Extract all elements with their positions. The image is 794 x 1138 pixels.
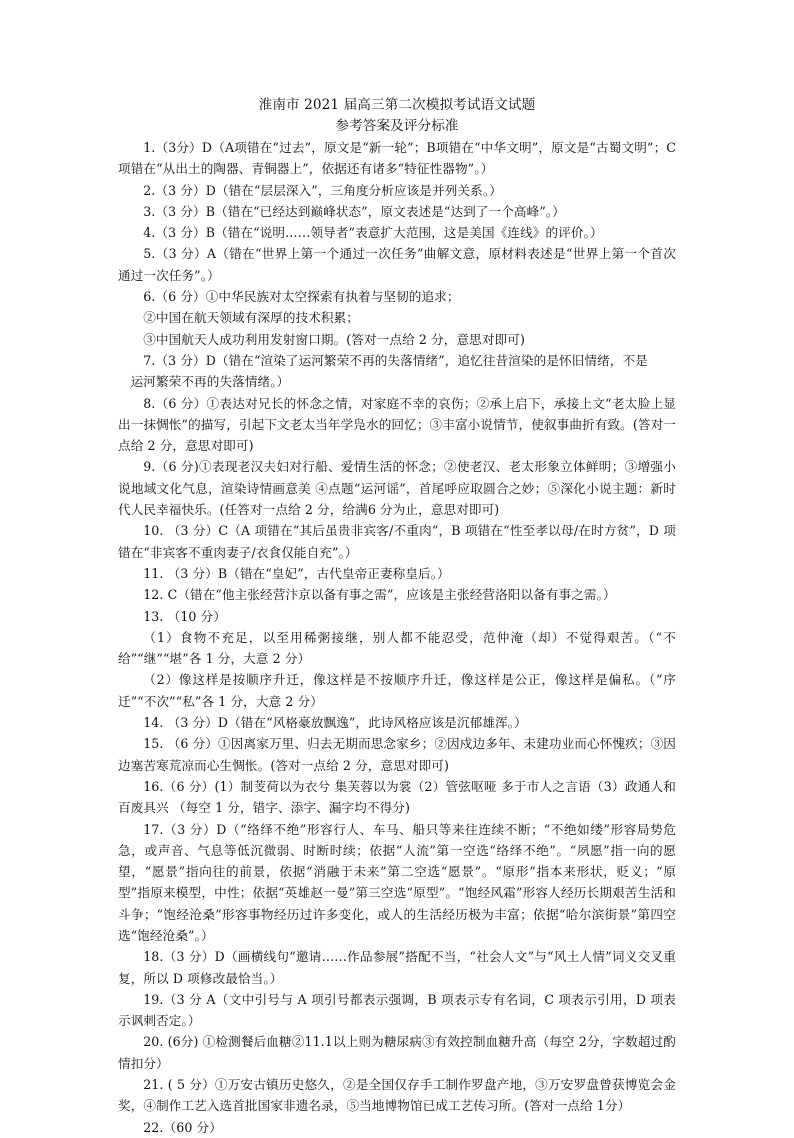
answer-q11: 11. （3 分）B（错在“皇妃”，古代皇帝正妻称皇后。） bbox=[143, 565, 450, 581]
answer-q5: 5.（3 分）A（错在“世界上第一个通过一次任务”曲解文意，原材料表述是“世界上第一个首次通过一次任务”。） bbox=[118, 246, 676, 283]
answer-q22: 22.（60 分） bbox=[143, 1119, 222, 1135]
answer-q17: 17.（3 分）D（“络绎不绝”形容行人、车马、船只等来往连续不断；“不绝如缕”形容局势危急，或声音、气息等低沉微弱、时断时续；依据“人流”第一空选“络绎不绝”。“夙愿”指一向的愿望，“愿景”指向往的前景，依据“消融于未来”第二空选“愿景”。“原形”指本来形状，贬义；“原型”指原来模型，中性；依据“英雄赵一曼”第三空选“原型”。“饱经风霜”形容人经历长期艰苦生活和斗争；“饱经沧桑”形容事物经历过许多变化，或人的生活经历极为丰富；依据“哈尔滨街景”第四空选“饱经沧桑”。） bbox=[118, 821, 676, 943]
answer-q4: 4.（3 分）B（错在“说明……领导者”表意扩大范围，这是美国《连线》的评价。） bbox=[143, 225, 603, 241]
answer-q10: 10. （3 分）C（A 项错在“其后虽贵非宾客/不重肉”，B 项错在“性至孝以母/在时方贫”，D 项错在“非宾客不重肉妻子/衣食仅能自充”。） bbox=[118, 523, 676, 560]
answer-q8: 8.（6 分）①表达对兄长的怀念之情，对家庭不幸的哀伤；②承上启下，承接上文“老太脸上显出一抹惆怅”的描写，引起下文老太当年学凫水的回忆；③丰富小说情节，使叙事曲折有致。(答对一点给 2 分，意思对即可) bbox=[118, 395, 676, 454]
answer-q6-point3: ③中国航天人成功利用发射窗口期。(答对一点给 2 分，意思对即可) bbox=[143, 331, 525, 347]
answer-q16: 16.（6 分）(1）制芰荷以为衣兮 集芙蓉以为裳（2）管弦呕哑 多于市人之言语（3）政通人和 百废具兴 （每空 1 分，错字、添字、漏字均不得分) bbox=[118, 778, 676, 816]
document-subtitle: 参考答案及评分标准 bbox=[335, 118, 459, 134]
answer-q7-continued: 运河繁荣不再的失落情绪。） bbox=[130, 374, 290, 390]
answer-q13-part1: （1）食物不充足，以至用稀粥接继，别人都不能忍受，范仲淹（却）不觉得艰苦。（“不给”“继”“堪”各 1 分，大意 2 分） bbox=[118, 629, 676, 667]
answer-q14: 14. （3 分）D（错在“风格豪放飘逸”，此诗风格应该是沉郁雄浑。） bbox=[143, 715, 527, 731]
answer-q12: 12. C（错在“他主张经营汴京以备有事之需”，应该是主张经营洛阳以备有事之需。） bbox=[143, 587, 616, 603]
answer-q13: 13. （10 分） bbox=[143, 608, 227, 624]
answer-q7: 7.（3 分）D（错在“渲染了运河繁荣不再的失落情绪”，追忆往昔渲染的是怀旧情绪，不是 bbox=[143, 352, 648, 368]
answer-q6-point1: 6.（6 分）①中华民族对太空探索有执着与坚韧的追求； bbox=[143, 289, 460, 305]
answer-key-page bbox=[118, 95, 676, 1138]
document-title: 淮南市 2021 届高三第二次模拟考试语文试题 bbox=[258, 97, 536, 113]
answer-q19: 19.（3 分 A（文中引号与 A 项引号都表示强调，B 项表示专有名词，C 项表示引用，D 项表示讽刺否定。） bbox=[118, 991, 676, 1029]
answer-q21: 21. ( 5 分）①万安古镇历史悠久，②是全国仅存手工制作罗盘产地，③万安罗盘曾获博览会金奖，④制作工艺入选首批国家非遗名录，⑤当地博物馆已成工艺传习所。(答对一点给 1分） bbox=[118, 1077, 676, 1114]
answer-q2: 2.（3 分）D（错在“层层深入”，三角度分析应该是并列关系。） bbox=[143, 182, 502, 198]
answer-q13-part2: （2）像这样是按顺序升迁，像这样是不按顺序升迁，像这样是公正，像这样是偏私。（“序迁”“不次”“私”各 1 分，大意 2 分） bbox=[118, 672, 676, 709]
answer-q9: 9.（6 分)①表现老汉夫妇对行船、爱情生活的怀念；②使老汉、老太形象立体鲜明；③增强小说地域文化气息，渲染诗情画意美 ④点题“运河谣”，首尾呼应取圆合之妙；⑤深化小说主题：新时代人民幸福快乐。(任答对一点给 2 分，给满6 分为止，意思对即可) bbox=[118, 459, 676, 518]
answer-q1: 1.（3分）D（A项错在“过去”，原文是“新一轮”；B项错在“中华文明”，原文是“古蜀文明”；C 项错在“从出土的陶器、青铜器上”，依据还有诸多“特征性器物”。） bbox=[118, 140, 676, 177]
answer-q20: 20. (6分) ①检测餐后血糖②11.1以上则为糖尿病③有效控制血糖升高（每空 2分，字数超过酌情扣分） bbox=[118, 1034, 676, 1071]
answer-q18: 18.（3 分）D（画横线句“邀请……作品参展”搭配不当，“社会人文”与“风土人情”词义交叉重复，所以 D 项修改最恰当。） bbox=[118, 949, 676, 986]
answer-q3: 3.（3 分）B（错在“已经达到巅峰状态”，原文表述是“达到了一个高峰”。） bbox=[143, 203, 565, 219]
answer-q6-point2: ②中国在航天领域有深厚的技术积累； bbox=[143, 310, 359, 326]
answer-q15: 15. （6 分）①因离家万里、归去无期而思念家乡；②因戍边多年、未建功业而心怀愧疚；③因边塞苦寒荒凉而心生惆怅。(答对一点给 2 分，意思对即可) bbox=[118, 736, 676, 773]
